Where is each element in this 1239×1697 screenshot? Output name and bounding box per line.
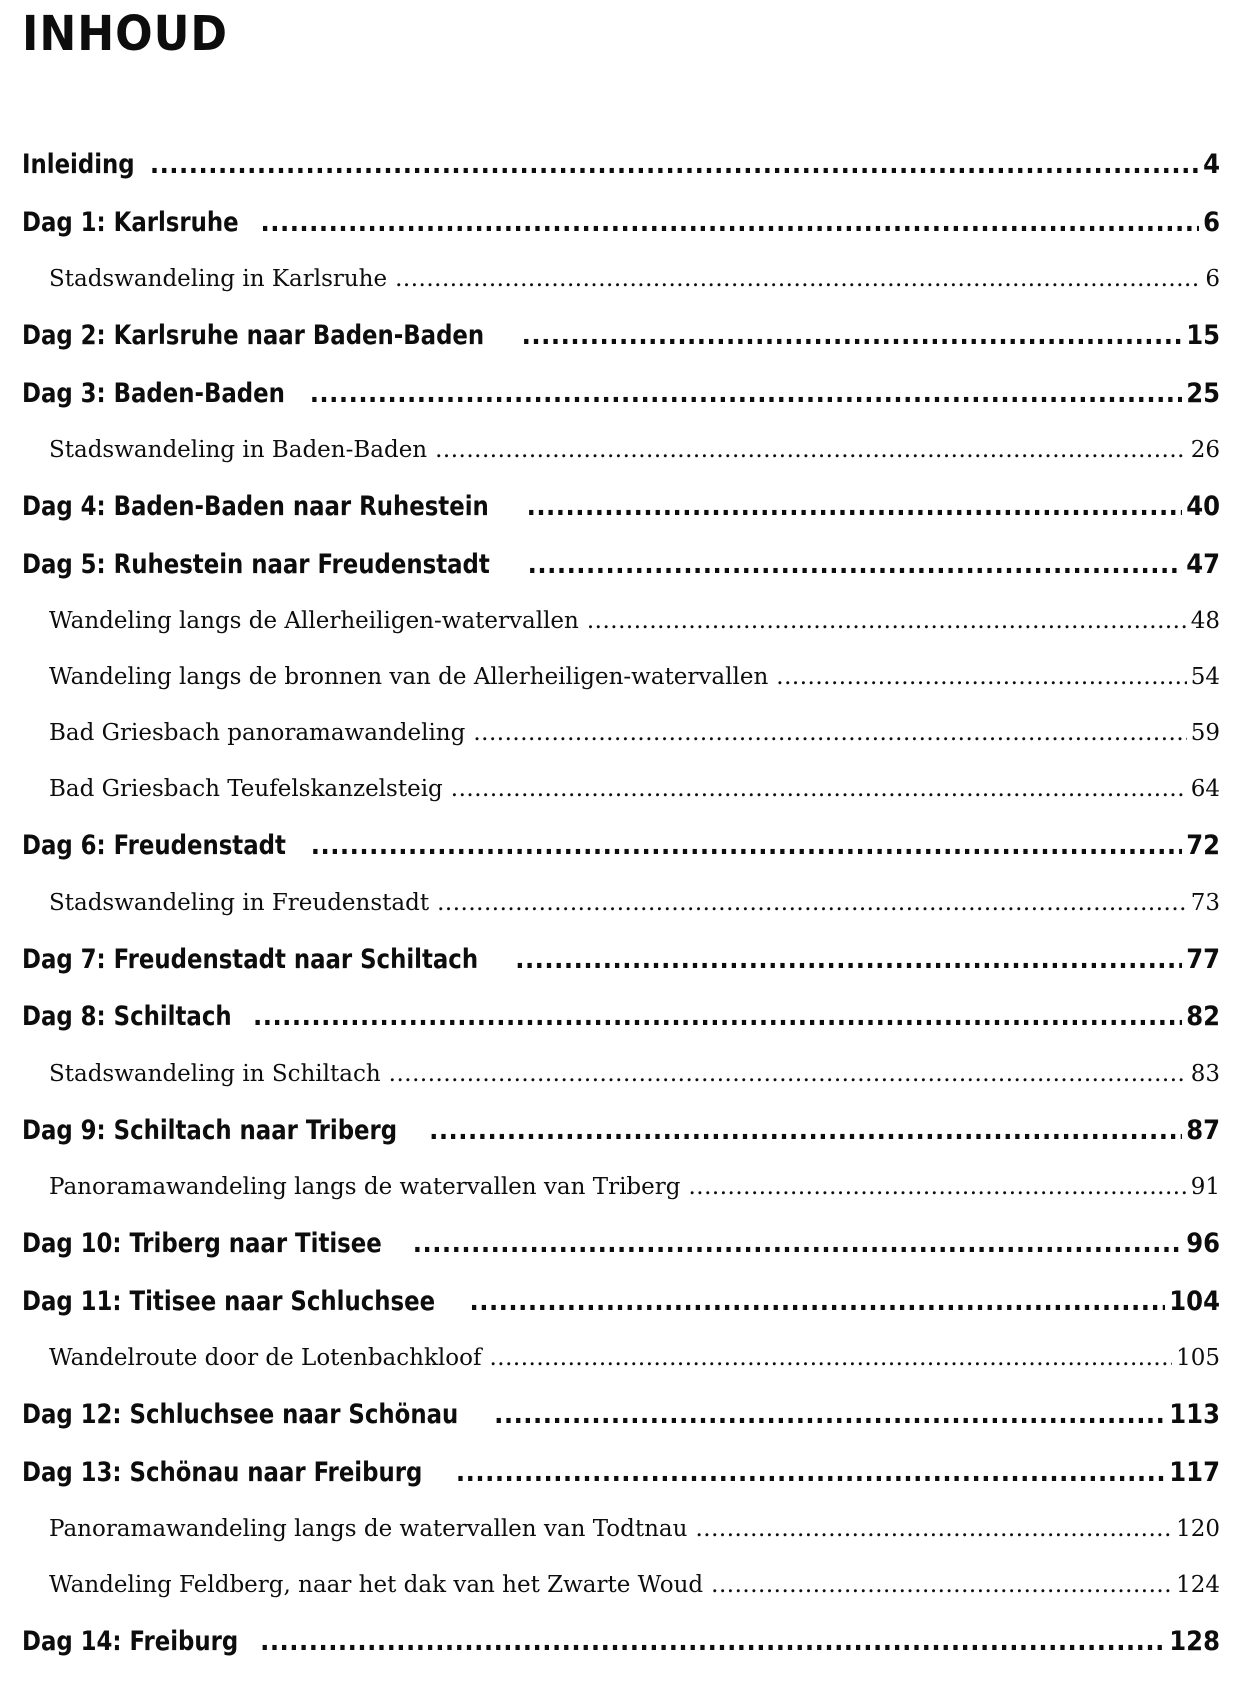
toc-entry-title: Panoramawandeling langs de watervallen van Todtnau <box>49 1516 688 1542</box>
page-title: INHOUD <box>22 6 228 62</box>
toc-page-number: 48 <box>1190 608 1220 634</box>
toc-entry-title: Wandeling Feldberg, naar het dak van het Zwarte Woud <box>49 1572 704 1598</box>
toc-page-number: 82 <box>1186 1001 1220 1032</box>
toc-section-entry[interactable] <box>22 649 1220 705</box>
toc-chapter-entry[interactable] <box>22 1273 1220 1331</box>
dot-leader <box>689 1159 1187 1215</box>
toc-chapter-entry[interactable] <box>22 136 1220 194</box>
toc-chapter-entry[interactable] <box>22 478 1220 536</box>
dot-leader <box>261 194 1200 252</box>
toc-page-number: 105 <box>1176 1345 1220 1371</box>
toc-entry-title: Dag 11: Titisee naar Schluchsee <box>22 1285 436 1317</box>
toc-entry-title: Bad Griesbach panoramawandeling <box>49 720 466 746</box>
toc-page-number: 73 <box>1190 889 1220 916</box>
toc-page-number: 26 <box>1190 437 1220 463</box>
toc-entry-title: Stadswandeling in Freudenstadt <box>49 889 430 916</box>
toc-section-entry[interactable] <box>22 1330 1220 1386</box>
dot-leader <box>429 1102 1182 1160</box>
toc-chapter-entry[interactable] <box>22 536 1220 594</box>
toc-section-entry[interactable] <box>22 422 1220 478</box>
toc-page-number: 104 <box>1169 1285 1220 1317</box>
toc-page-number: 47 <box>1186 548 1220 580</box>
toc-page-number: 120 <box>1176 1516 1220 1542</box>
dot-leader <box>260 1613 1165 1671</box>
dot-leader <box>311 817 1182 875</box>
toc-entry-title: Dag 8: Schiltach <box>22 1001 232 1032</box>
toc-chapter-entry[interactable] <box>22 1215 1220 1273</box>
toc-chapter-entry[interactable] <box>22 817 1220 875</box>
toc-entry-title: Panoramawandeling langs de watervallen van Triberg <box>49 1174 681 1200</box>
dot-leader <box>527 478 1183 536</box>
toc-entry-title: Wandelroute door de Lotenbachkloof <box>49 1345 482 1371</box>
toc-section-entry[interactable] <box>22 1046 1220 1102</box>
toc-entry-title: Stadswandeling in Schiltach <box>49 1060 381 1087</box>
toc-entry-title: Dag 6: Freudenstadt <box>22 830 286 861</box>
toc-page-number: 124 <box>1176 1572 1220 1598</box>
dot-leader <box>413 1215 1182 1273</box>
toc-page-number: 83 <box>1190 1060 1220 1087</box>
toc-page-number: 128 <box>1169 1626 1220 1657</box>
toc-section-entry[interactable] <box>22 251 1220 307</box>
toc-page-number: 59 <box>1190 720 1220 746</box>
toc-entry-title: Dag 1: Karlsruhe <box>22 206 239 238</box>
toc-page-number: 40 <box>1186 491 1220 522</box>
dot-leader <box>695 1501 1172 1557</box>
toc-chapter-entry[interactable] <box>22 1386 1220 1444</box>
toc-section-entry[interactable] <box>22 1501 1220 1557</box>
dot-leader <box>473 705 1186 761</box>
toc-entry-title: Stadswandeling in Baden-Baden <box>49 437 428 463</box>
toc-page-number: 77 <box>1186 943 1220 975</box>
dot-leader <box>494 1386 1165 1444</box>
toc-entry-title: Dag 12: Schluchsee naar Schönau <box>22 1399 459 1430</box>
toc-page-number: 96 <box>1186 1228 1220 1259</box>
toc-entry-title: Dag 3: Baden-Baden <box>22 377 285 409</box>
toc-entry-title: Dag 14: Freiburg <box>22 1626 239 1657</box>
toc-chapter-entry[interactable] <box>22 1102 1220 1160</box>
dot-leader <box>389 1046 1187 1102</box>
dot-leader <box>587 593 1187 649</box>
toc-entry-title: Dag 7: Freudenstadt naar Schiltach <box>22 943 479 975</box>
dot-leader <box>150 136 1199 194</box>
dot-leader <box>522 307 1183 365</box>
dot-leader <box>489 1330 1172 1386</box>
toc-entry-title: Dag 2: Karlsruhe naar Baden-Baden <box>22 320 485 351</box>
toc-page-number: 91 <box>1190 1174 1220 1200</box>
dot-leader <box>395 251 1201 307</box>
toc-chapter-entry[interactable] <box>22 365 1220 423</box>
dot-leader <box>310 365 1183 423</box>
toc-entry-title: Dag 5: Ruhestein naar Freudenstadt <box>22 548 490 580</box>
toc-section-entry[interactable] <box>22 875 1220 931</box>
dot-leader <box>435 422 1187 478</box>
toc-chapter-entry[interactable] <box>22 194 1220 252</box>
toc-chapter-entry[interactable] <box>22 307 1220 365</box>
toc-chapter-entry[interactable] <box>22 988 1220 1046</box>
toc-page-number: 6 <box>1205 266 1220 292</box>
toc-entry-title: Wandeling langs de Allerheiligen-watervallen <box>49 608 579 634</box>
dot-leader <box>437 875 1187 931</box>
toc-chapter-entry[interactable] <box>22 1613 1220 1671</box>
toc-entry-title: Stadswandeling in Karlsruhe <box>49 266 388 292</box>
toc-entry-title: Inleiding <box>22 149 135 180</box>
toc-page-number: 64 <box>1190 776 1220 802</box>
table-of-contents <box>22 136 1220 1671</box>
dot-leader <box>515 931 1182 989</box>
toc-entry-title: Wandeling langs de bronnen van de Allerheiligen-watervallen <box>49 664 769 690</box>
toc-section-entry[interactable] <box>22 1557 1220 1613</box>
toc-section-entry[interactable] <box>22 593 1220 649</box>
toc-page-number: 4 <box>1203 149 1220 180</box>
toc-page-number: 15 <box>1186 320 1220 351</box>
toc-chapter-entry[interactable] <box>22 1444 1220 1502</box>
toc-page-number: 6 <box>1203 206 1220 238</box>
dot-leader <box>528 536 1183 594</box>
toc-entry-title: Dag 10: Triberg naar Titisee <box>22 1228 382 1259</box>
toc-page-number: 72 <box>1186 830 1220 861</box>
dot-leader <box>711 1557 1172 1613</box>
toc-page-number: 113 <box>1169 1399 1220 1430</box>
toc-section-entry[interactable] <box>22 1159 1220 1215</box>
toc-page-number: 25 <box>1186 377 1220 409</box>
toc-section-entry[interactable] <box>22 705 1220 761</box>
dot-leader <box>470 1273 1166 1331</box>
toc-entry-title: Dag 9: Schiltach naar Triberg <box>22 1114 398 1146</box>
toc-page-number: 87 <box>1186 1114 1220 1146</box>
toc-entry-title: Dag 13: Schönau naar Freiburg <box>22 1456 423 1488</box>
dot-leader <box>253 988 1182 1046</box>
toc-page-number: 117 <box>1169 1456 1220 1488</box>
dot-leader <box>451 761 1187 817</box>
toc-entry-title: Dag 4: Baden-Baden naar Ruhestein <box>22 491 489 522</box>
dot-leader <box>456 1444 1165 1502</box>
toc-chapter-entry[interactable] <box>22 931 1220 989</box>
toc-page-number: 54 <box>1190 664 1220 690</box>
dot-leader <box>776 649 1186 705</box>
toc-entry-title: Bad Griesbach Teufelskanzelsteig <box>49 776 443 802</box>
toc-section-entry[interactable] <box>22 761 1220 817</box>
